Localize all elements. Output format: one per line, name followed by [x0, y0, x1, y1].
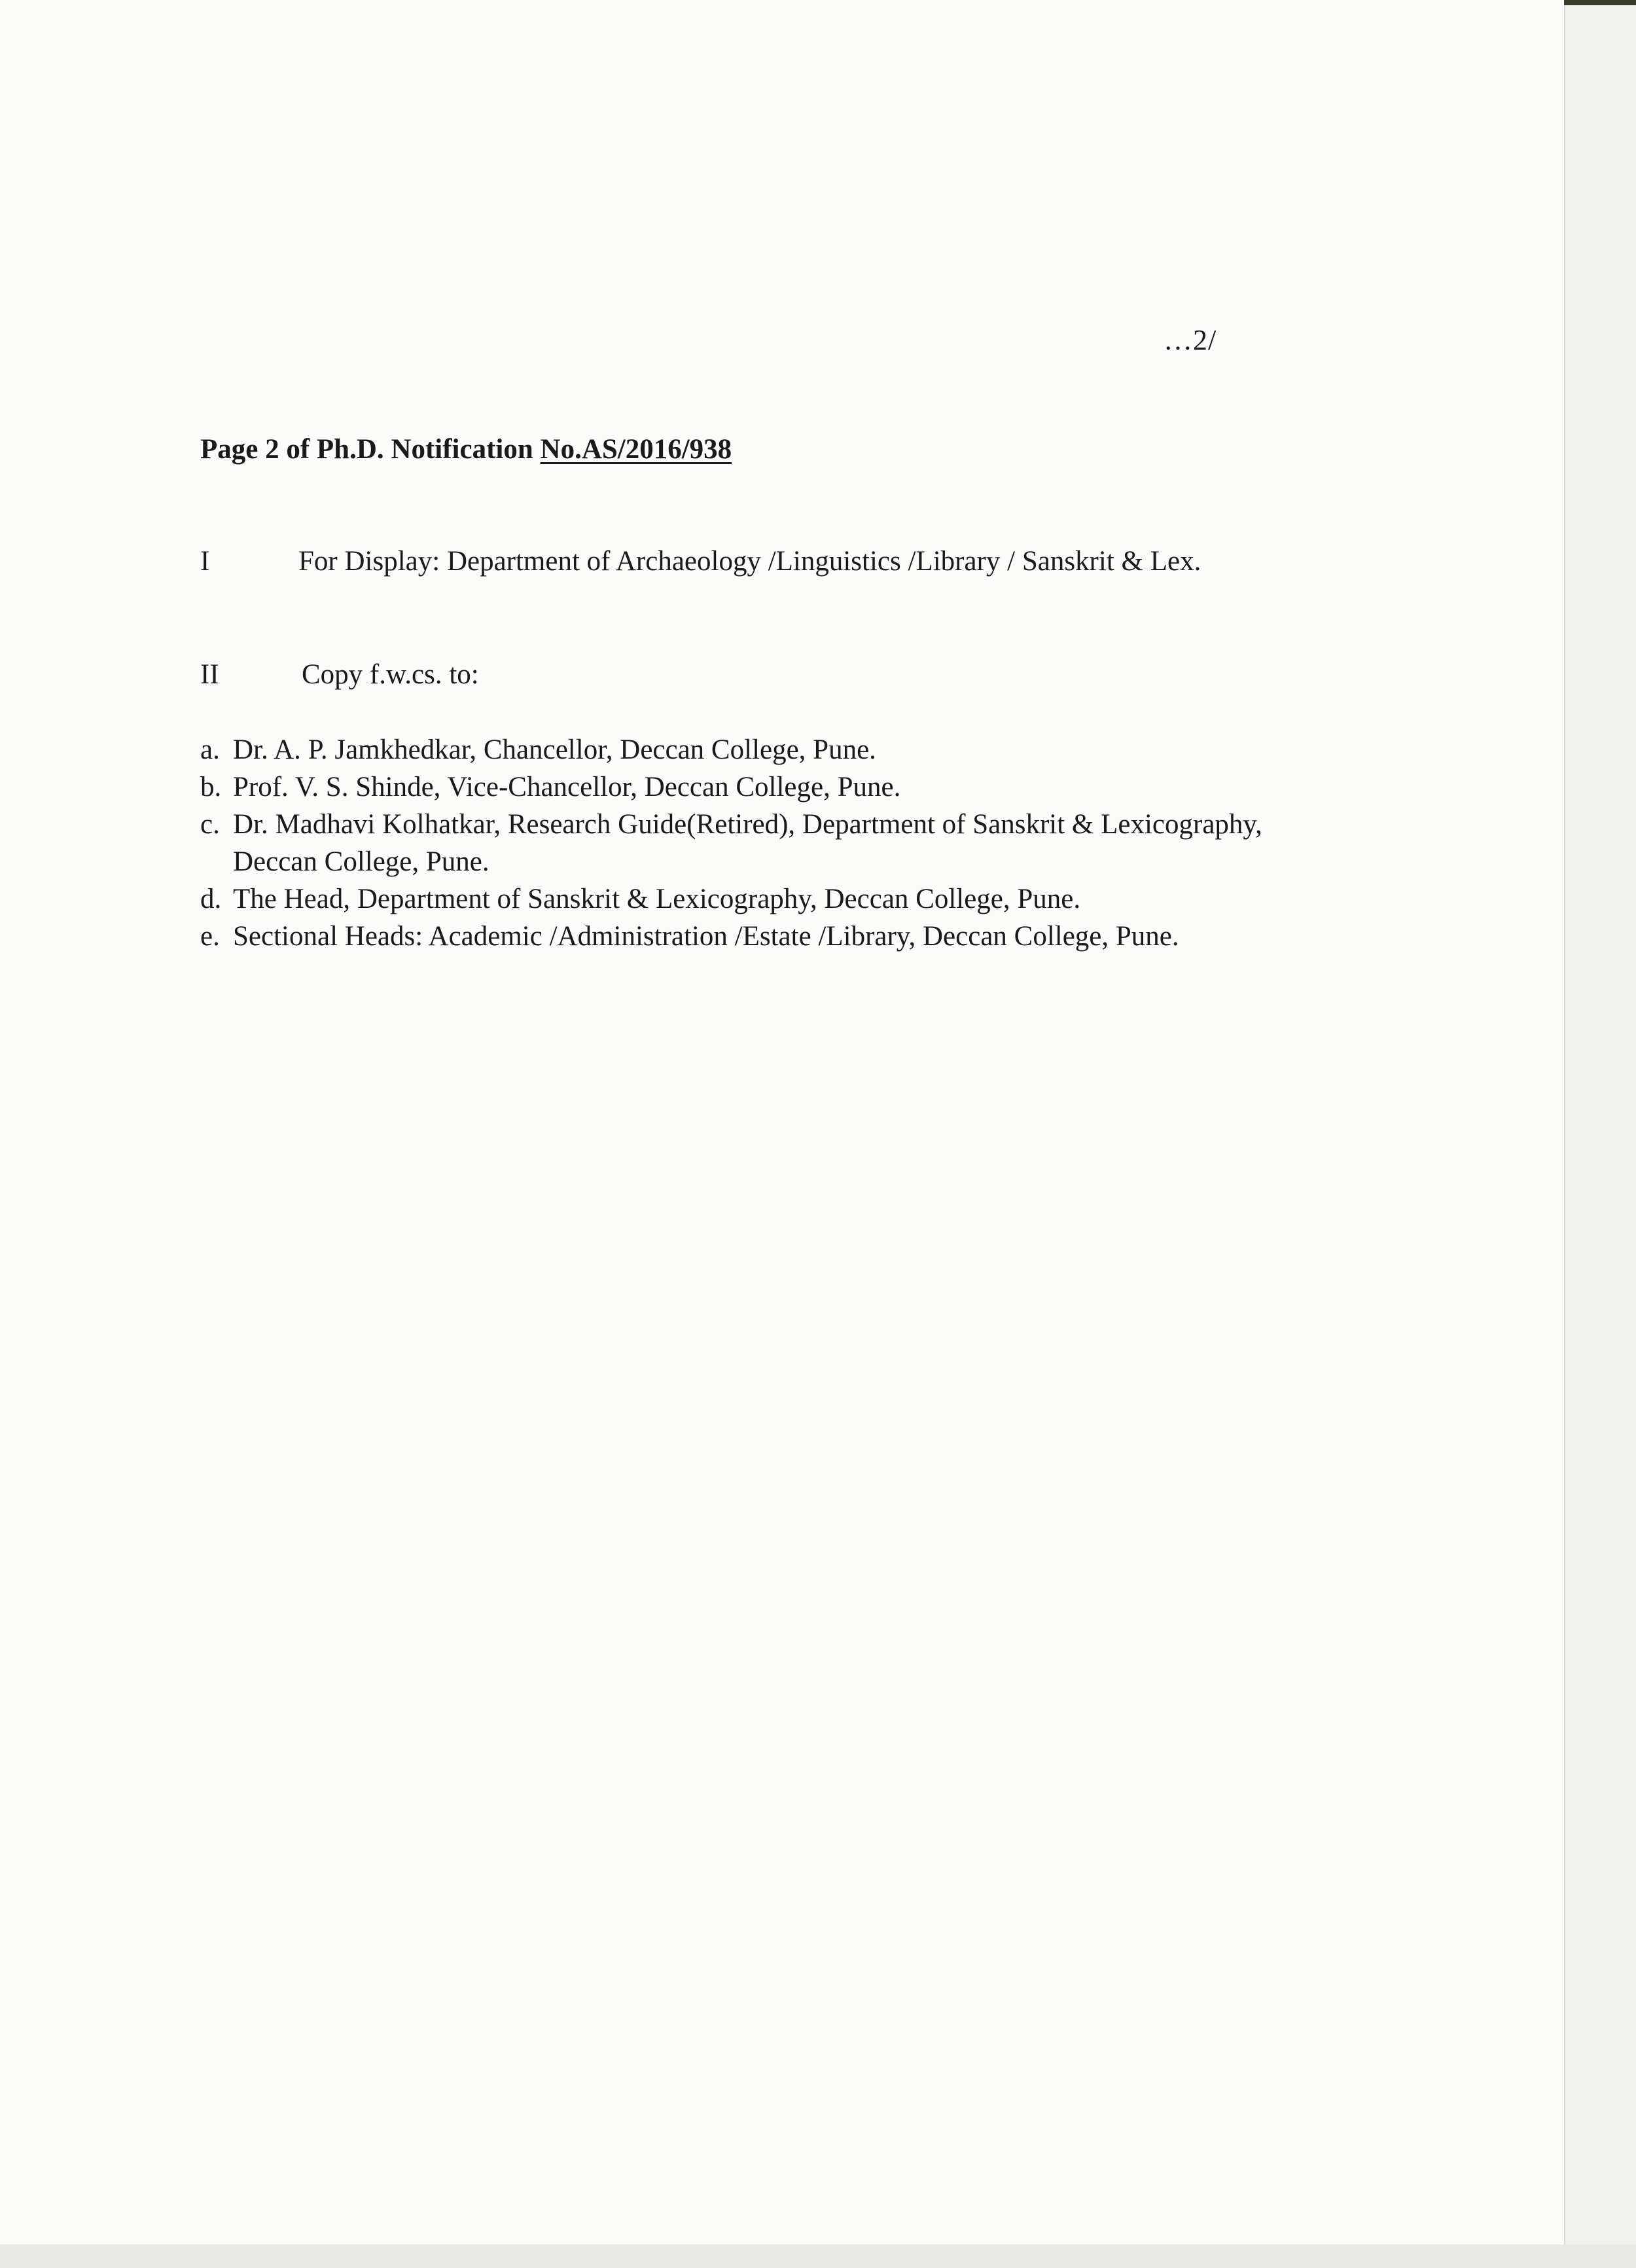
section-one-numeral: I — [200, 546, 210, 577]
document-heading — [200, 433, 732, 465]
paper-edge — [1564, 0, 1636, 2268]
list-item-letter: b. — [200, 772, 222, 802]
list-item — [200, 806, 1262, 880]
scan-corner-mark — [1564, 0, 1636, 5]
heading-prefix: Page 2 of Ph.D. Notification — [200, 434, 541, 465]
list-item-text: Dr. Madhavi Kolhatkar, Research Guide(Retired), Department of Sanskrit & Lexicography, — [233, 809, 1262, 840]
list-item — [200, 880, 1262, 918]
list-item-text: Dr. A. P. Jamkhedkar, Chancellor, Deccan College, Pune. — [233, 734, 876, 765]
list-item-text: Prof. V. S. Shinde, Vice-Chancellor, Deccan College, Pune. — [233, 772, 901, 802]
notification-reference: No.AS/2016/938 — [540, 434, 732, 465]
list-item-continuation: Deccan College, Pune. — [233, 846, 489, 877]
list-item — [200, 918, 1262, 955]
list-item-letter: c. — [200, 809, 220, 840]
list-item-text: The Head, Department of Sanskrit & Lexicography, Deccan College, Pune. — [233, 884, 1081, 914]
section-two-numeral: II — [200, 659, 219, 690]
list-item-letter: d. — [200, 884, 222, 914]
page-marker: …2/ — [1164, 324, 1217, 356]
section-two-text: Copy f.w.cs. to: — [302, 659, 479, 690]
scan-bottom-edge — [0, 2244, 1636, 2268]
list-item-text: Sectional Heads: Academic /Administration /Estate /Library, Deccan College, Pune. — [233, 921, 1179, 952]
section-one-text: For Display: Department of Archaeology /Linguistics /Library / Sanskrit & Lex. — [298, 546, 1201, 577]
list-item-letter: a. — [200, 734, 220, 765]
list-item — [200, 768, 1262, 806]
list-item-letter: e. — [200, 921, 220, 952]
list-item — [200, 731, 1262, 768]
recipient-list — [200, 731, 1262, 955]
